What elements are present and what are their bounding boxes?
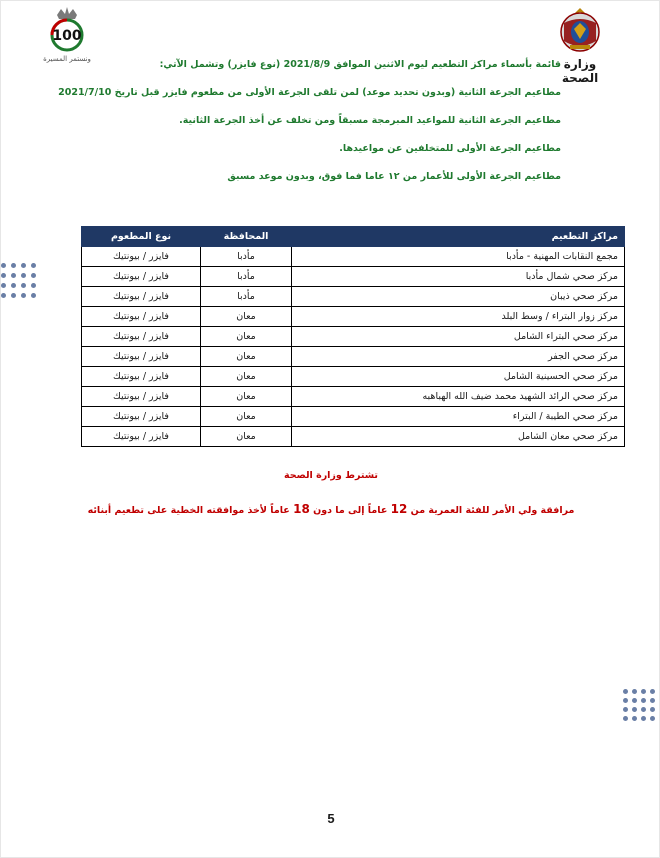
cell-governorate: مأدبا (201, 287, 292, 307)
centennial-header (31, 5, 103, 63)
cell-center: مركز صحي الحسينية الشامل (292, 367, 625, 387)
decorative-dot (650, 716, 655, 721)
vaccination-centers-table (81, 226, 625, 447)
jordan-coat-of-arms-icon (556, 5, 604, 55)
intro-second-dose-scheduled: مطاعيم الجرعة الثانية للمواعيد المبرمجة مسبقاً ومن تخلف عن أخذ الجرعة الثانية. (179, 115, 561, 126)
table-row (82, 387, 625, 407)
intro-first-dose-12plus: مطاعيم الجرعة الأولى للأعمار من ١٢ عاما فما فوق، وبدون موعد مسبق (227, 171, 561, 182)
conditions-text-part2: عاماً إلى ما دون (313, 505, 388, 516)
decorative-dot (1, 283, 6, 288)
decorative-dot (11, 263, 16, 268)
decorative-dot (641, 716, 646, 721)
decorative-dot (632, 698, 637, 703)
conditions-text (1, 502, 660, 516)
decorative-dot (650, 707, 655, 712)
centennial-number: 100 (52, 28, 82, 44)
decorative-dot (31, 263, 36, 268)
cell-center: مجمع النقابات المهنية - مأدبا (292, 247, 625, 267)
decorative-dot (31, 283, 36, 288)
conditions-age-to: 18 (293, 502, 310, 516)
decorative-dot (21, 293, 26, 298)
cell-vaccine: فايزر / بيونتيك (82, 367, 201, 387)
decorative-dot (21, 283, 26, 288)
decorative-dot (641, 689, 646, 694)
decorative-dot (1, 293, 6, 298)
decorative-dot (31, 273, 36, 278)
header-governorate: المحافظة (201, 227, 292, 247)
table-row (82, 427, 625, 447)
cell-governorate: معان (201, 367, 292, 387)
cell-center: مركز زوار البتراء / وسط البلد (292, 307, 625, 327)
decorative-dots-left (1, 263, 41, 319)
conditions-age-from: 12 (390, 502, 408, 516)
decorative-dot (632, 689, 637, 694)
decorative-dot (623, 698, 628, 703)
intro-heading-prefix: قائمة بأسماء مراكز التطعيم ليوم الاثنين الموافق (333, 59, 561, 70)
cell-center: مركز صحي الجفر (292, 347, 625, 367)
decorative-dot (11, 273, 16, 278)
cell-governorate: معان (201, 387, 292, 407)
cell-vaccine: فايزر / بيونتيك (82, 327, 201, 347)
decorative-dot (623, 689, 628, 694)
table-row (82, 347, 625, 367)
cell-vaccine: فايزر / بيونتيك (82, 307, 201, 327)
centennial-crown-logo-icon (39, 5, 95, 55)
cell-governorate: مأدبا (201, 247, 292, 267)
cell-governorate: معان (201, 327, 292, 347)
cell-center: مركز صحي معان الشامل (292, 427, 625, 447)
table-row (82, 367, 625, 387)
ministry-name: وزارة الصحة (561, 57, 599, 85)
decorative-dot (21, 263, 26, 268)
decorative-dot (632, 716, 637, 721)
table-row (82, 247, 625, 267)
decorative-dot (623, 707, 628, 712)
cell-governorate: معان (201, 407, 292, 427)
cell-vaccine: فايزر / بيونتيك (82, 267, 201, 287)
cell-center: مركز صحي الطيبة / البتراء (292, 407, 625, 427)
intro-heading-suffix: (نوع فايزر) وتشمل الآتي: (159, 59, 281, 70)
table-row (82, 287, 625, 307)
table-row (82, 307, 625, 327)
cell-governorate: معان (201, 307, 292, 327)
decorative-dot (1, 263, 6, 268)
cell-vaccine: فايزر / بيونتيك (82, 427, 201, 447)
decorative-dots-right (623, 689, 659, 745)
decorative-dot (650, 689, 655, 694)
decorative-dot (632, 707, 637, 712)
ministry-header (545, 5, 615, 85)
cell-vaccine: فايزر / بيونتيك (82, 407, 201, 427)
header-vaccine: نوع المطعوم (82, 227, 201, 247)
intro-second-dose-text: مطاعيم الجرعة الثانية (وبدون تحديد موعد) لمن تلقى الجرعة الأولى من مطعوم فايزر قبل تاريخ (114, 87, 561, 98)
conditions-text-part3: عاماً لأخذ موافقته الخطية على تطعيم أبنائه (87, 505, 290, 516)
decorative-dot (641, 707, 646, 712)
cell-governorate: معان (201, 347, 292, 367)
intro-first-dose-missed: مطاعيم الجرعة الأولى للمتخلفين عن مواعيدها. (339, 143, 561, 154)
header-center: مراكز التطعيم (292, 227, 625, 247)
intro-heading-date: 2021/8/9 (283, 59, 331, 70)
decorative-dot (11, 283, 16, 288)
cell-governorate: مأدبا (201, 267, 292, 287)
cell-center: مركز صحي الرائد الشهيد محمد ضيف الله الهباهبه (292, 387, 625, 407)
conditions-text-part1: مرافقة ولي الأمر للفئة العمرية من (410, 505, 575, 516)
cell-center: مركز صحي ذيبان (292, 287, 625, 307)
cell-vaccine: فايزر / بيونتيك (82, 247, 201, 267)
centennial-tagline: ونستمر المسيرة (43, 55, 91, 63)
decorative-dot (623, 716, 628, 721)
decorative-dot (641, 698, 646, 703)
table-row (82, 407, 625, 427)
cell-center: مركز صحي البتراء الشامل (292, 327, 625, 347)
intro-heading (160, 59, 561, 70)
page-number: 5 (327, 811, 335, 826)
table-row (82, 267, 625, 287)
intro-second-dose-date: 2021/7/10 (58, 87, 112, 98)
cell-governorate: معان (201, 427, 292, 447)
cell-center: مركز صحي شمال مأدبا (292, 267, 625, 287)
intro-second-dose-open (58, 87, 561, 98)
conditions-title: تشترط وزارة الصحة (283, 470, 378, 481)
cell-vaccine: فايزر / بيونتيك (82, 287, 201, 307)
table-header-row (82, 227, 625, 247)
decorative-dot (31, 293, 36, 298)
decorative-dot (21, 273, 26, 278)
cell-vaccine: فايزر / بيونتيك (82, 347, 201, 367)
decorative-dot (650, 698, 655, 703)
cell-vaccine: فايزر / بيونتيك (82, 387, 201, 407)
decorative-dot (1, 273, 6, 278)
table-row (82, 327, 625, 347)
decorative-dot (11, 293, 16, 298)
